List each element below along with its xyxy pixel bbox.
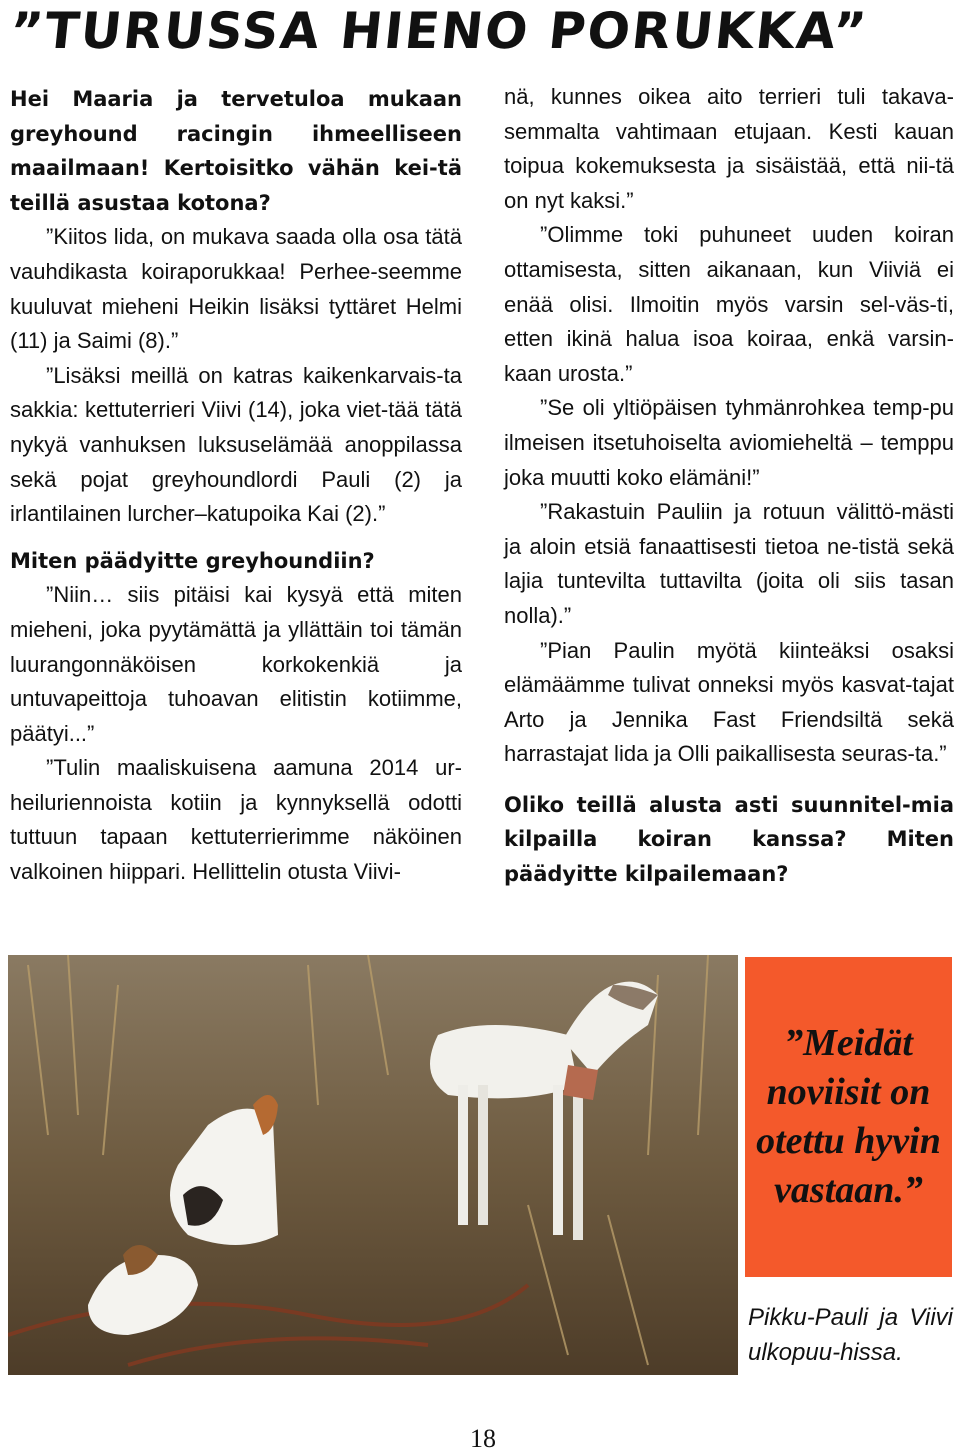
paragraph: ”Olimme toki puhuneet uuden koiran ottamisesta, sitten aikanaan, kun Viiviä ei enää olisi. Ilmoitin myös varsin sel-väs-ti, etten ikinä halua isoa koiraa, enkä varsin-kaan urosta.”: [504, 222, 954, 386]
right-text-column: [504, 80, 954, 892]
paragraph: ”Rakastuin Pauliin ja rotuun välittö-mästi ja aloin etsiä fanaattisesti tietoa ne-tistä sekä lajia tuntevilta tuttavilta (joita oli siis tasan nolla).”: [504, 499, 954, 628]
photo-caption: Pikku-Pauli ja Viivi ulkopuu-hissa.: [748, 1304, 953, 1366]
pull-quote-text: ”Meidät noviisit on otettu hyvin vastaan.”: [756, 1022, 941, 1211]
paragraph: nä, kunnes oikea aito terrieri tuli takava-semmalta vahtimaan etujaan. Kesti kauan toipua kokemuksesta ja sisäistää, että nii-tä on nyt kaksi.”: [504, 84, 954, 213]
paragraph: ”Pian Paulin myötä kiinteäksi osaksi elämäämme tulivat onneksi myös kasvat-tajat Arto ja Jennika Fast Friendsiltä sekä harrastajat lida ja Olli paikallisesta seuras-ta.”: [504, 637, 954, 767]
paragraph: ”Kiitos lida, on mukava saada olla osa tätä vauhdikasta koiraporukkaa! Perhee-seemme kuuluvat mieheni Heikin lisäksi tyttäret Helmi (11) ja Saimi (8).”: [10, 224, 462, 354]
paragraph: ”Lisäksi meillä on katras kaikenkarvais-ta sakkia: kettuterrieri Viivi (14), joka viet-tää tätä nykyä vanhuksen luksuselämää anoppilassa sekä pojat greyhoundlordi Pauli (2) ja irlantilainen lurcher–katupoika Kai (2).”: [10, 362, 462, 527]
page-number: 18: [470, 1424, 496, 1453]
interview-question: Miten päädyitte greyhoundiin?: [10, 548, 375, 573]
dogs-photo-illustration: [8, 955, 738, 1375]
paragraph: ”Tulin maaliskuisena aamuna 2014 ur-heiluriennoista kotiin ja kynnyksellä odotti tuttuun tapaan kettuterrierimme näköinen valkoinen hiippari. Hellittelin otusta Viivi-: [10, 755, 462, 885]
article-title: ”TURUSSA HIENO PORUKKA”: [6, 2, 871, 60]
paragraph: ”Se oli yltiöpäisen tyhmänrohkea temp-pu ilmeisen itsetuhoiselta aviomieheltä – temppu joka muutti koko elämäni!”: [504, 395, 954, 490]
interview-question: Oliko teillä alusta asti suunnitel-mia kilpailla koiran kanssa? Miten päädyitte kilpailemaan?: [504, 792, 954, 887]
paragraph: ”Niin… siis pitäisi kai kysyä että miten mieheni, joka pyytämättä ja yllättäin toi tämän luurangonnäköisen korkokenkiä ja untuvapeittoja tuhoavan elitistin kotiimme, päätyi...”: [10, 582, 462, 746]
pull-quote: [745, 957, 952, 1277]
left-text-column: [10, 82, 462, 890]
interview-question: Hei Maaria ja tervetuloa mukaan greyhound racingin ihmeelliseen maailmaan! Kertoisitko vähän kei-tä teillä asustaa kotona?: [10, 87, 462, 215]
dogs-photo: [8, 955, 738, 1375]
